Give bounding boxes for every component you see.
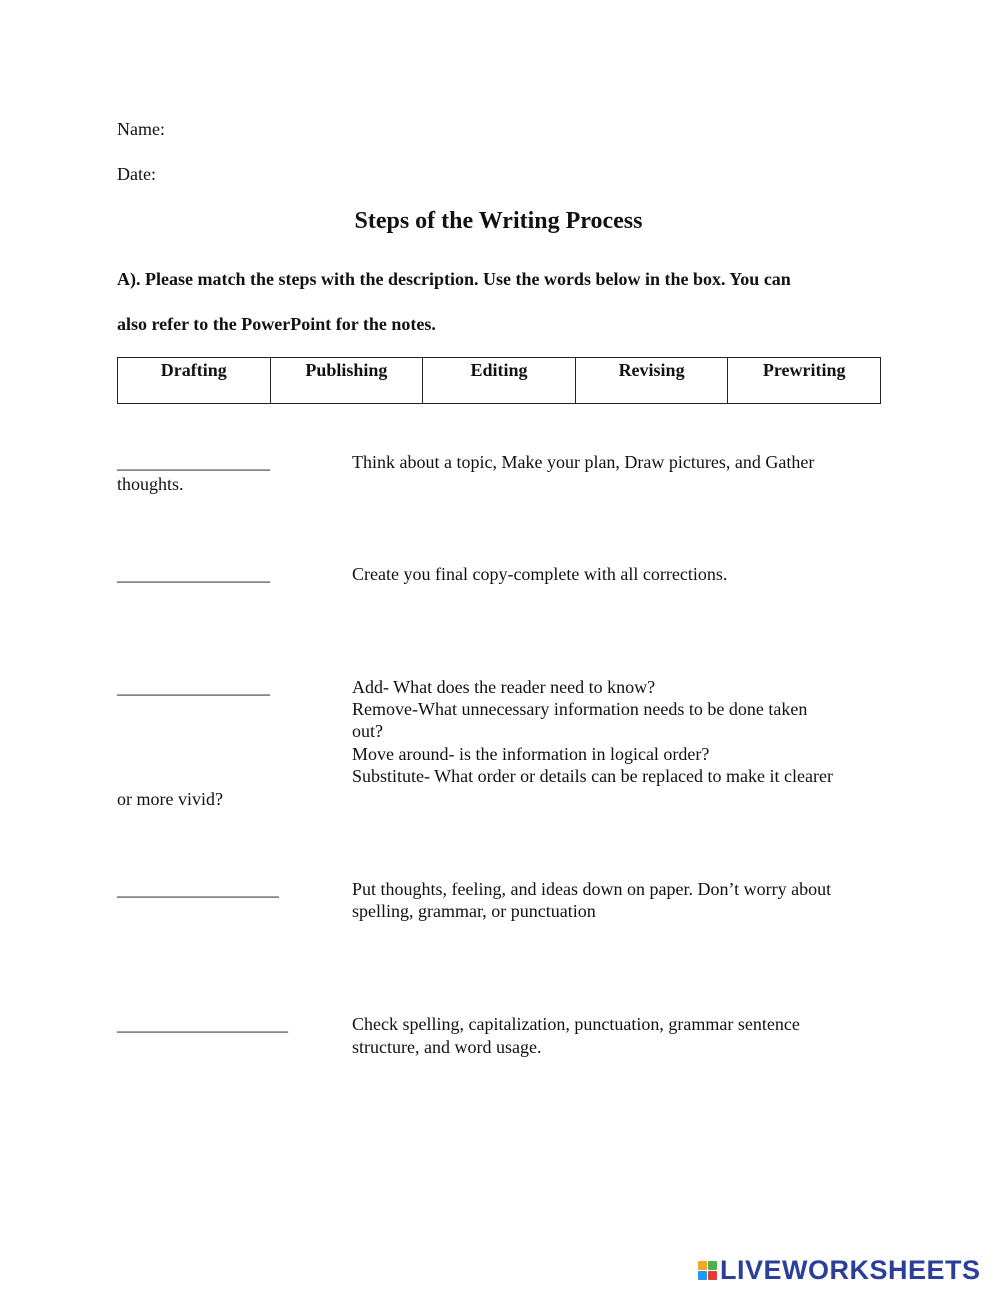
description-1-wrap: thoughts. [117, 474, 184, 494]
logo-cubes-icon [698, 1261, 717, 1280]
liveworksheets-logo [698, 1253, 981, 1287]
description-3-line-2: Remove-What unnecessary information needs to be done taken [352, 699, 808, 719]
description-3-line-4: Move around- is the information in logical order? [352, 744, 710, 764]
description-3-line-5: Substitute- What order or details can be replaced to make it clearer [352, 766, 833, 786]
answer-blank-3[interactable]: _________________ [117, 677, 270, 697]
word-bank-publishing: Publishing [270, 358, 423, 404]
word-bank-drafting: Drafting [118, 358, 271, 404]
logo-cube [708, 1271, 717, 1280]
date-label: Date: [117, 164, 156, 184]
description-4-line-2: spelling, grammar, or punctuation [352, 901, 596, 921]
description-3-wrap: or more vivid? [117, 789, 223, 809]
instructions-line-2: also refer to the PowerPoint for the notes. [117, 314, 436, 334]
answer-blank-5[interactable]: ___________________ [117, 1014, 288, 1034]
description-5-line-2: structure, and word usage. [352, 1037, 542, 1057]
description-3-line-1: Add- What does the reader need to know? [352, 677, 656, 697]
logo-cube [708, 1261, 717, 1270]
answer-blank-2[interactable]: _________________ [117, 564, 270, 584]
page-title: Steps of the Writing Process [354, 208, 643, 234]
logo-text: LIVEWORKSHEETS [720, 1254, 981, 1285]
description-3-line-3: out? [352, 721, 383, 741]
instructions-line-1: A). Please match the steps with the description. Use the words below in the box. You can [117, 269, 791, 289]
name-label: Name: [117, 119, 165, 139]
word-bank-editing: Editing [423, 358, 576, 404]
description-5-line-1: Check spelling, capitalization, punctuation, grammar sentence [352, 1014, 800, 1034]
answer-blank-4[interactable]: __________________ [117, 879, 279, 899]
logo-cube [698, 1271, 707, 1280]
description-2-line-1: Create you final copy-complete with all corrections. [352, 564, 728, 584]
logo-cube [698, 1261, 707, 1270]
answer-blank-1[interactable]: _________________ [117, 452, 270, 472]
description-4-line-1: Put thoughts, feeling, and ideas down on paper. Don’t worry about [352, 879, 832, 899]
word-bank-table [117, 357, 881, 404]
word-bank-revising: Revising [575, 358, 728, 404]
description-1-line-1: Think about a topic, Make your plan, Draw pictures, and Gather [352, 452, 815, 472]
word-bank-prewriting: Prewriting [728, 358, 881, 404]
